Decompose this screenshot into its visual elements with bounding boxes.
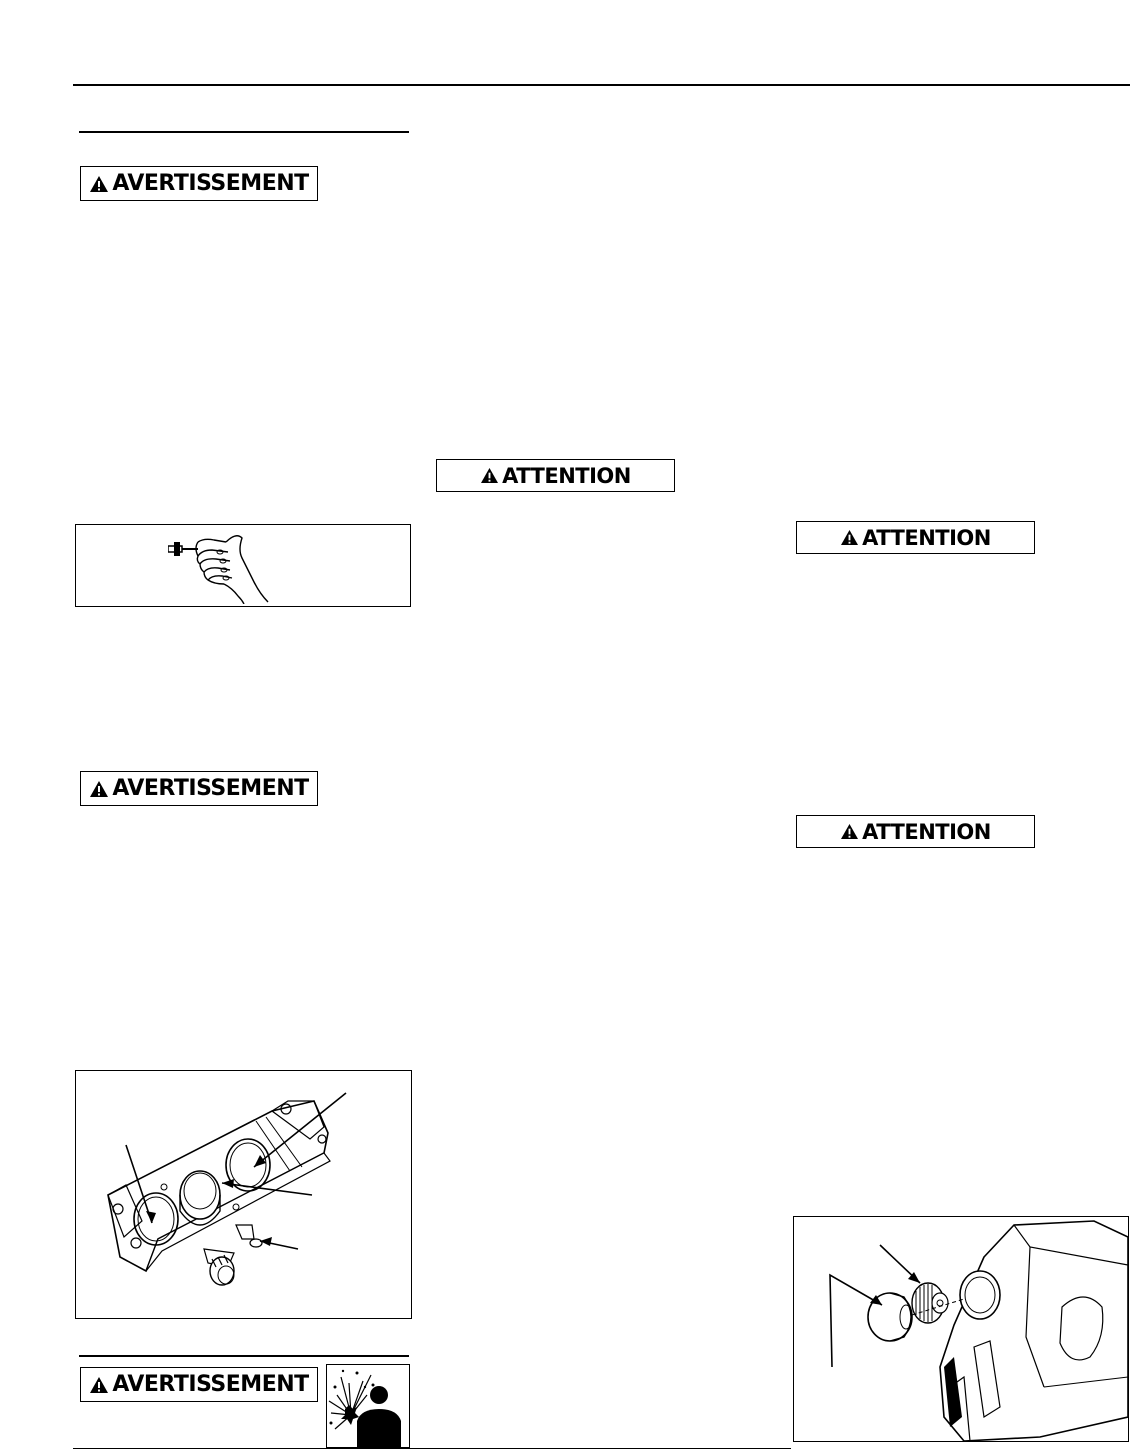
warning-triangle-icon: [840, 529, 859, 546]
footer-rule: [73, 1448, 791, 1449]
attention-label: ATTENTION: [502, 463, 631, 488]
injection-hazard-figure: [75, 524, 411, 607]
attention-label: ATTENTION: [862, 819, 991, 844]
hand-injection-hazard-icon: [168, 528, 348, 604]
warning-triangle-icon: [89, 780, 109, 798]
attention-badge-2: [796, 521, 1035, 554]
avertissement-label: AVERTISSEMENT: [112, 171, 309, 196]
header-rule: [73, 84, 1130, 86]
avertissement-badge-2: [80, 771, 318, 806]
inlet-filter-figure: [793, 1216, 1129, 1442]
avertissement-badge-3: [80, 1367, 318, 1402]
explosion-hazard-icon: [327, 1365, 409, 1447]
warning-triangle-icon: [840, 823, 859, 840]
avertissement-label: AVERTISSEMENT: [112, 1372, 309, 1397]
warning-triangle-icon: [480, 467, 499, 484]
section-rule-top: [79, 131, 409, 133]
avertissement-badge-1: [80, 166, 318, 201]
filter-housing-figure: [75, 1070, 412, 1319]
warning-triangle-icon: [89, 175, 109, 193]
avertissement-label: AVERTISSEMENT: [112, 776, 309, 801]
attention-badge-1: [436, 459, 675, 492]
section-rule-bottom: [79, 1355, 409, 1357]
warning-triangle-icon: [89, 1376, 109, 1394]
attention-label: ATTENTION: [862, 525, 991, 550]
attention-badge-3: [796, 815, 1035, 848]
explosion-hazard-figure: [326, 1364, 410, 1448]
